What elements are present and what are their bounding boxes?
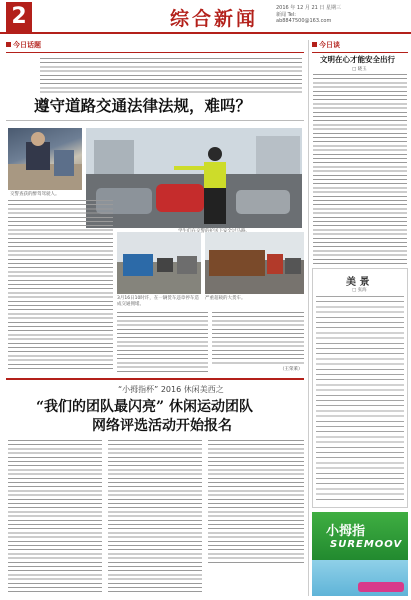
section-title: 综合新闻 [170,8,259,30]
feature-body-col1 [8,440,102,594]
photo-congestion[interactable] [117,232,201,294]
article-body-right [212,312,304,364]
article-body-left [8,200,113,372]
photo-traffic-police[interactable] [86,128,302,228]
photo-br-caption: 严重超载的大货车。 [205,296,246,301]
photo-congestion-art [117,232,201,294]
photo-drunk-driver[interactable] [8,128,82,190]
tag-square-icon [312,42,317,47]
poem-body [316,296,404,504]
photo-drunk-driver-art [8,128,82,190]
feature-headline-line1[interactable]: “我们的团队最闪亮” 休闲运动团队 [36,399,253,415]
ad-ribbon [358,582,404,592]
photo-left-caption: 交警查获的醉驾驾驶人。 [10,192,60,197]
feature-headline-line2[interactable]: 网络评选活动开始报名 [92,418,232,434]
feature-body-col2 [108,440,202,594]
photo-traffic-police-art [86,128,302,228]
photo-bl-caption: 3月16日10时许，在一辆货车违章停车造成交通拥堵。 [117,296,199,307]
photo-overloaded-truck-art [205,232,304,294]
lead-paragraph [40,58,302,96]
main-headline[interactable]: 遵守道路交通法律法规，难吗？ [34,96,252,115]
contact-line: 新闻 Tel: [276,12,296,18]
feature-kicker: “小拇指杯” 2016 休闲美西之 [118,385,224,394]
poem-author: □ 张海 [352,288,367,293]
advertisement[interactable] [312,512,408,596]
photo-overloaded-truck[interactable] [205,232,304,294]
poem-title[interactable]: 美 景 [346,277,370,288]
section-divider [6,378,304,380]
ad-brand: 小拇指 [326,524,366,539]
divider [6,120,304,121]
reporter-byline: （王荣莱） [280,367,303,372]
right-column-tag [312,40,408,53]
tag-square-icon [6,42,11,47]
commentary-title[interactable]: 文明在心才能安全出行 [320,55,395,64]
topic-tag-label: 今日话题 [13,41,41,49]
feature-body-col3 [208,440,304,566]
right-tag-label: 今日谈 [319,41,340,49]
issue-date: 2016 年 12 月 21 日 星期三 [276,5,341,11]
page-number: 2 [6,2,32,32]
commentary-body [313,74,407,266]
email-line: ab8847500@163.com [276,18,332,24]
topic-tag [6,40,304,53]
commentary-author: □ 晓玉 [352,67,367,72]
article-body-middle [117,312,208,372]
column-divider [308,40,309,596]
ad-slogan: SUREMOOV [330,539,403,550]
